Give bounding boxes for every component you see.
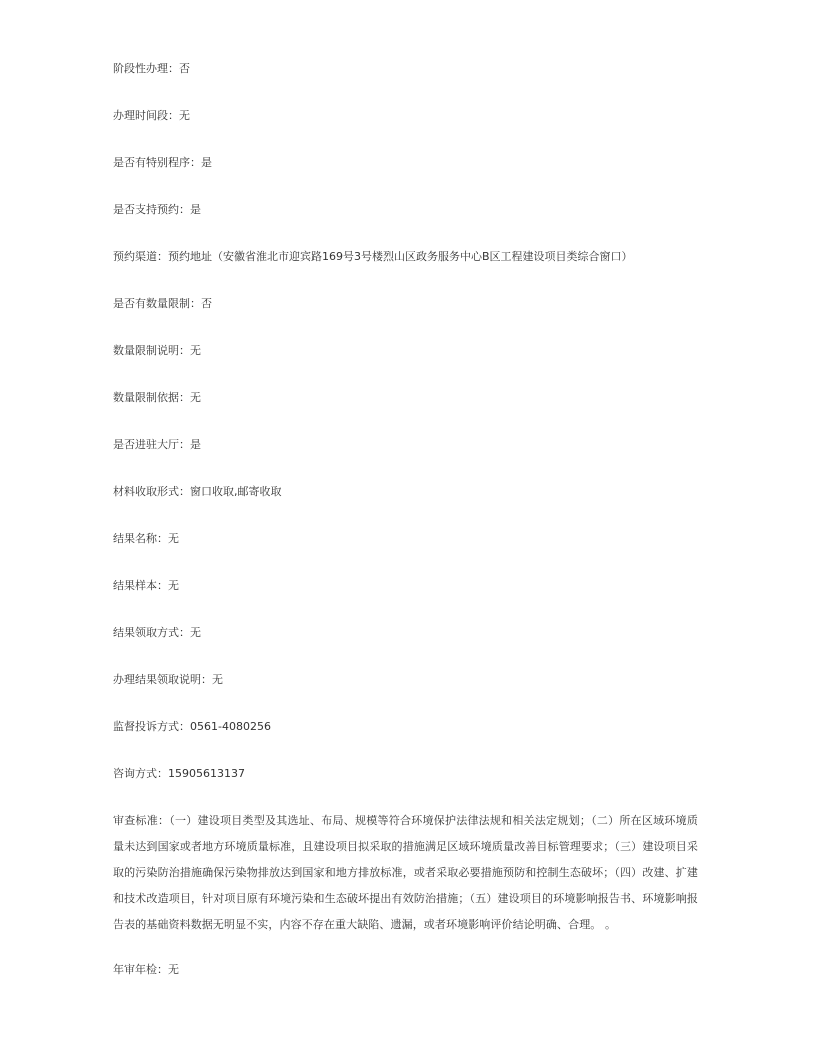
field-result-name [113, 530, 698, 548]
field-label: 数量限制依据 [113, 391, 179, 404]
field-label: 数量限制说明 [113, 344, 179, 357]
field-separator: ： [158, 814, 170, 827]
field-label: 结果领取方式 [113, 626, 179, 639]
review-standard-paragraph [113, 808, 698, 938]
field-separator: ： [157, 250, 168, 263]
field-separator: ： [157, 532, 168, 545]
field-value: 否 [179, 62, 190, 75]
field-separator: ： [179, 485, 190, 498]
field-quantity-limit-description [113, 342, 698, 360]
field-value: 无 [168, 532, 179, 545]
field-value: 无 [179, 109, 190, 122]
field-quantity-limit-basis [113, 389, 698, 407]
field-appointment-channel [113, 248, 698, 266]
field-value: 0561-4080256 [190, 720, 271, 733]
field-result-sample [113, 577, 698, 595]
field-staged-handling [113, 60, 698, 78]
field-quantity-limit [113, 295, 698, 313]
field-value: 是 [190, 203, 201, 216]
field-separator: ： [157, 767, 168, 780]
field-value: 无 [190, 391, 201, 404]
field-label: 办理时间段 [113, 109, 168, 122]
field-label: 是否进驻大厅 [113, 438, 179, 451]
field-value: 否 [201, 297, 212, 310]
field-value: 无 [168, 963, 179, 976]
field-handling-time-period [113, 107, 698, 125]
field-value: 是 [201, 156, 212, 169]
field-result-pickup-description [113, 671, 698, 689]
field-label: 年审年检 [113, 963, 157, 976]
field-separator: ： [157, 963, 168, 976]
field-label: 是否有特别程序 [113, 156, 190, 169]
field-appointment-support [113, 201, 698, 219]
field-value: 无 [168, 579, 179, 592]
field-separator: ： [179, 344, 190, 357]
field-result-pickup-method [113, 624, 698, 642]
document-page [113, 60, 698, 1008]
field-label: 监督投诉方式 [113, 720, 179, 733]
field-value: 无 [212, 673, 223, 686]
field-value: 窗口收取,邮寄收取 [190, 485, 282, 498]
field-separator: ： [179, 203, 190, 216]
field-label: 审查标准 [113, 814, 158, 827]
field-separator: ： [179, 391, 190, 404]
field-value: 无 [190, 344, 201, 357]
field-separator: ： [168, 109, 179, 122]
field-special-procedure [113, 154, 698, 172]
field-label: 结果样本 [113, 579, 157, 592]
field-annual-review [113, 961, 698, 979]
field-material-collection-form [113, 483, 698, 501]
field-label: 办理结果领取说明 [113, 673, 201, 686]
field-label: 阶段性办理 [113, 62, 168, 75]
field-label: 是否有数量限制 [113, 297, 190, 310]
field-value: 15905613137 [168, 767, 245, 780]
field-value: 预约地址（安徽省淮北市迎宾路169号3号楼烈山区政务服务中心B区工程建设项目类综合窗口） [168, 250, 633, 263]
field-separator: ： [201, 673, 212, 686]
field-consultation-contact [113, 765, 698, 783]
field-label: 结果名称 [113, 532, 157, 545]
field-separator: ： [190, 297, 201, 310]
field-separator: ： [157, 579, 168, 592]
field-complaint-contact [113, 718, 698, 736]
field-value: 无 [190, 626, 201, 639]
field-separator: ： [179, 438, 190, 451]
field-separator: ： [168, 62, 179, 75]
field-separator: ： [179, 720, 190, 733]
field-value: （一）建设项目类型及其选址、布局、规模等符合环境保护法律法规和相关法定规划；（二）所在区域环境质量未达到国家或者地方环境质量标准，且建设项目拟采取的措施满足区域环境质量改善目标管理要求；（三）建设项目采取的污染防治措施确保污染物排放达到国家和地方排放标准，或者采取必要措施预防和控制生态破坏；（四）改建、扩建和技术改造项目，针对项目原有环境污染和生态破坏提出有效防治措施；（五）建设项目的环境影响报告书、环境影响报告表的基础资料数据无明显不实，内容不存在重大缺陷、遗漏，或者环境影响评价结论明确、合理。 。 [113, 814, 698, 931]
field-separator: ： [190, 156, 201, 169]
field-label: 是否支持预约 [113, 203, 179, 216]
field-label: 材料收取形式 [113, 485, 179, 498]
field-label: 咨询方式 [113, 767, 157, 780]
field-separator: ： [179, 626, 190, 639]
field-label: 预约渠道 [113, 250, 157, 263]
field-value: 是 [190, 438, 201, 451]
field-in-service-hall [113, 436, 698, 454]
